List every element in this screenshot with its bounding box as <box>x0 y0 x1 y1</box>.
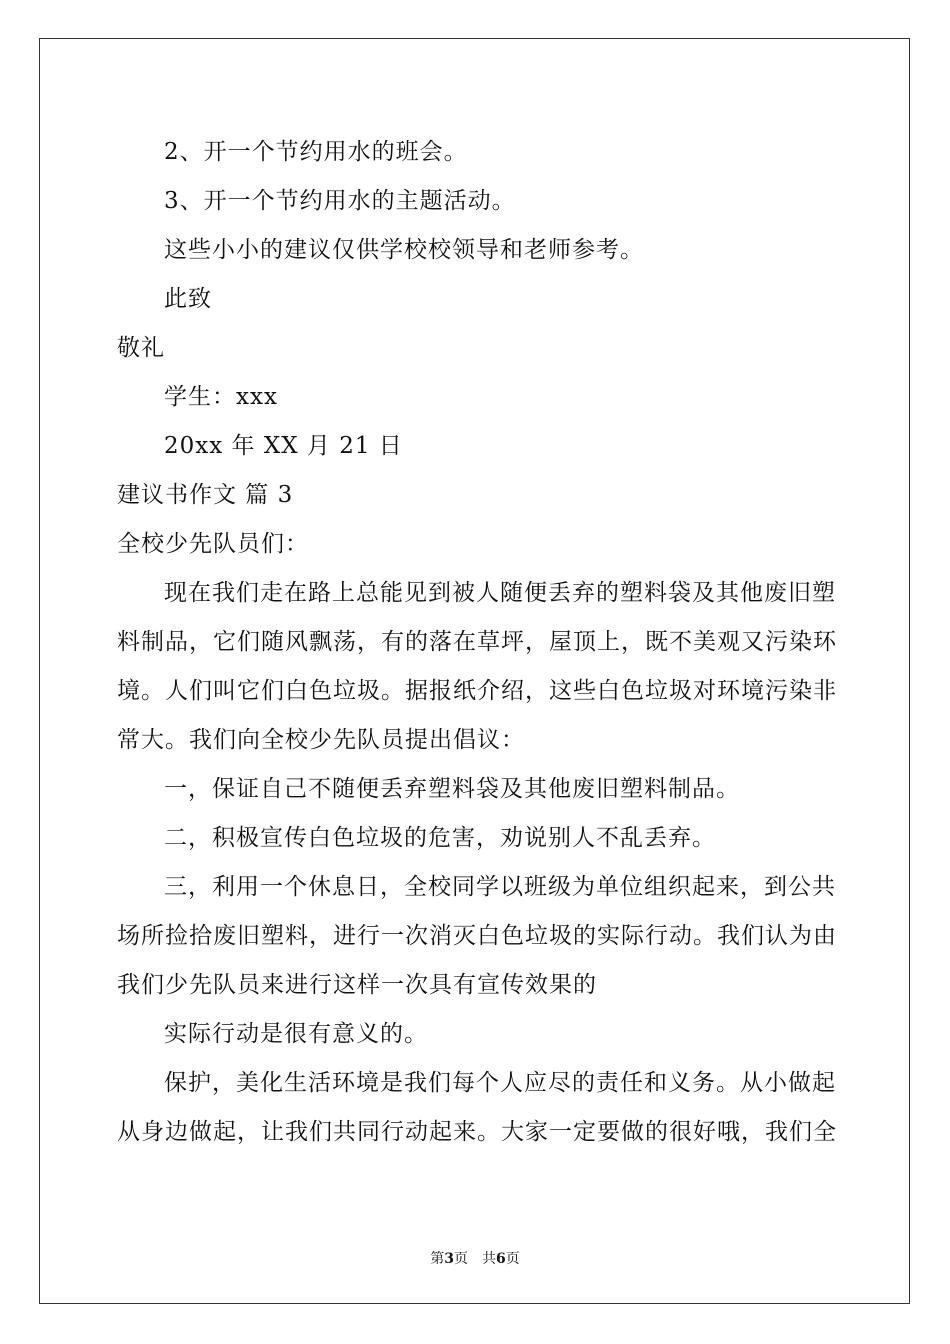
paragraph-line: 一，保证自己不随便丢弃塑料袋及其他废旧塑料制品。 <box>164 776 740 802</box>
section-title: 建议书作文 篇 3 <box>117 482 294 508</box>
paragraph-line: 境。人们叫它们白色垃圾。据报纸介绍，这些白色垃圾对环境污染非 <box>117 678 837 704</box>
page-suffix: 页 <box>454 1251 468 1267</box>
paragraph-line: 场所捡拾废旧塑料，进行一次消灭白色垃圾的实际行动。我们认为由 <box>117 923 837 949</box>
paragraph-line: 料制品，它们随风飘荡，有的落在草坪，屋顶上，既不美观又污染环 <box>117 629 837 655</box>
page-total: 6 <box>496 1251 506 1267</box>
paragraph <box>117 1059 837 1157</box>
proposal-item-2 <box>117 814 837 863</box>
text-line: 2、开一个节约用水的班会。 <box>164 139 468 165</box>
signature-date: 20xx 年 XX 月 21 日 <box>164 433 403 459</box>
text-line: 3、开一个节约用水的主题活动。 <box>164 188 516 214</box>
total-suffix: 页 <box>505 1251 520 1267</box>
signature-student: 学生：xxx <box>164 384 278 410</box>
total-prefix: 共 <box>482 1251 496 1267</box>
letter-greeting: 全校少先队员们： <box>117 531 309 557</box>
paragraph-line: 三，利用一个休息日，全校同学以班级为单位组织起来，到公共 <box>164 874 836 900</box>
salutation-closing: 此致 <box>164 286 212 312</box>
paragraph-line: 实际行动是很有意义的。 <box>164 1021 428 1047</box>
text-line: 这些小小的建议仅供学校校领导和老师参考。 <box>164 237 644 263</box>
paragraph-line: 现在我们走在路上总能见到被人随便丢弃的塑料袋及其他废旧塑 <box>164 580 836 606</box>
proposal-item-3 <box>117 863 837 1010</box>
page-footer <box>0 1248 950 1268</box>
salutation-regards: 敬礼 <box>117 335 165 361</box>
page-prefix: 第 <box>430 1251 445 1267</box>
proposal-item-1 <box>117 765 837 814</box>
paragraph <box>117 569 837 765</box>
paragraph-line: 从身边做起，让我们共同行动起来。大家一定要做的很好哦，我们全 <box>117 1119 837 1145</box>
document-body <box>117 128 837 1157</box>
paragraph <box>117 1010 837 1059</box>
paragraph-line: 我们少先队员来进行这样一次具有宣传效果的 <box>117 972 597 998</box>
paragraph-line: 保护，美化生活环境是我们每个人应尽的责任和义务。从小做起 <box>164 1070 836 1096</box>
page-current: 3 <box>444 1251 454 1267</box>
paragraph-line: 常大。我们向全校少先队员提出倡议： <box>117 727 525 753</box>
paragraph-line: 二，积极宣传白色垃圾的危害，劝说别人不乱丢弃。 <box>164 825 716 851</box>
